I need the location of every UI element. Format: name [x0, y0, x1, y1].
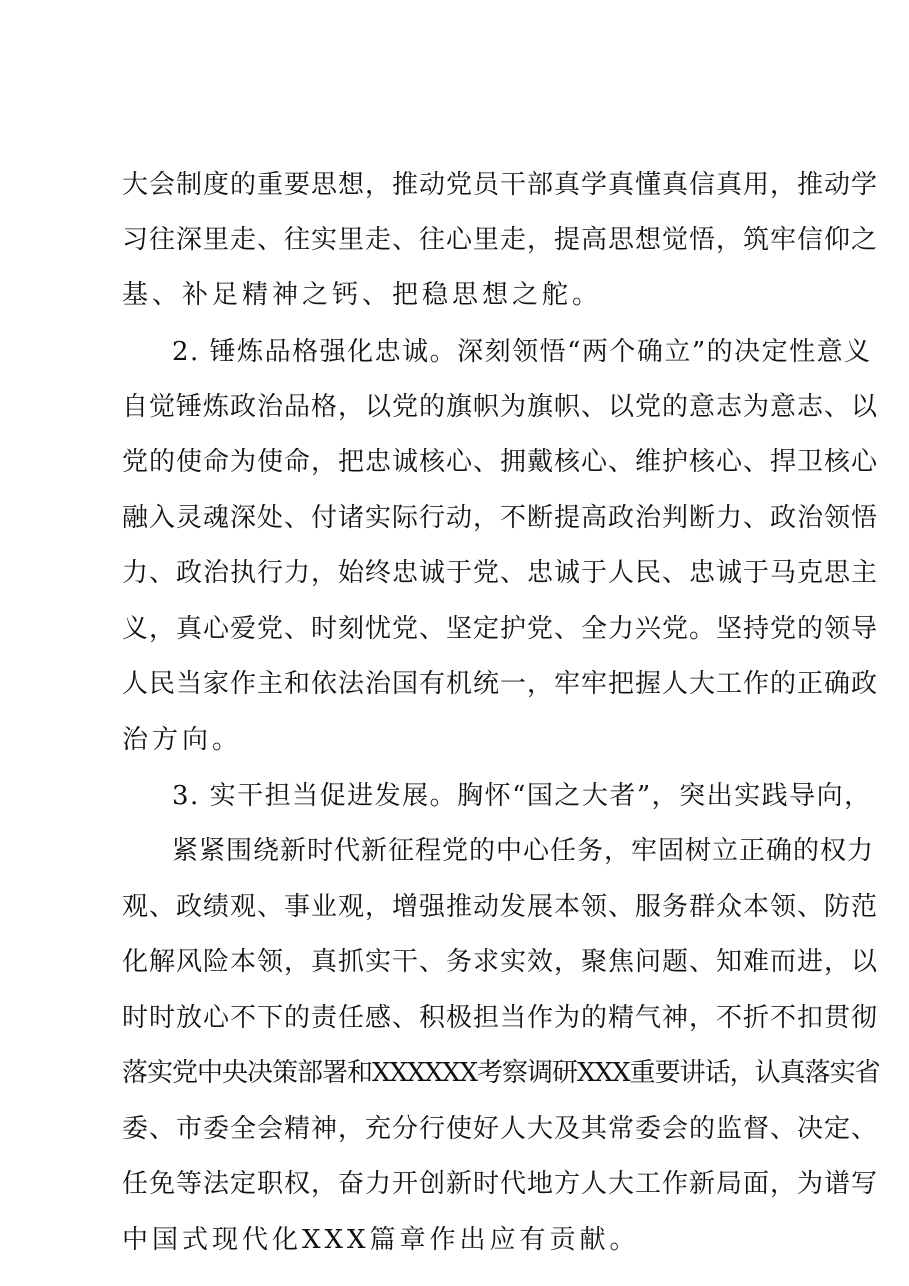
text-line-5: 自觉锤炼政治品格，以党的旗帜为旗帜、以党的意志为意志、以: [122, 392, 879, 422]
text-line-17: 落实党中央决策部署和XXXXXX考察调研XXX重要讲话，认真落实省: [122, 1058, 880, 1088]
text-line-2: 习往深里走、往实里走、往心里走，提高思想觉悟，筑牢信仰之: [122, 225, 879, 255]
text-line-20: 中国式现代化XXX篇章作出应有贡献。: [122, 1225, 640, 1255]
text-line-4: 2. 锤炼品格强化忠诚。深刻领悟“两个确立”的决定性意义: [172, 337, 872, 367]
text-line-7: 融入灵魂深处、付诸实际行动，不断提高政治判断力、政治领悟: [122, 503, 879, 533]
text-line-9: 义，真心爱党、时刻忧党、坚定护党、全力兴党。坚持党的领导: [122, 614, 879, 644]
text-line-14: 观、政绩观、事业观，增强推动发展本领、服务群众本领、防范: [122, 892, 879, 922]
text-line-3: 基、补足精神之钙、把稳思想之舵。: [122, 280, 603, 310]
text-line-19: 任免等法定职权，奋力开创新时代地方人大工作新局面，为谱写: [122, 1169, 879, 1199]
text-line-18: 委、市委全会精神，充分行使好人大及其常委会的监督、决定、: [122, 1114, 879, 1144]
text-line-12: 3. 实干担当促进发展。胸怀“国之大者”，突出实践导向，: [172, 781, 872, 811]
text-line-8: 力、政治执行力，始终忠诚于党、忠诚于人民、忠诚于马克思主: [122, 558, 879, 588]
text-line-15: 化解风险本领，真抓实干、务求实效，聚焦问题、知难而进，以: [122, 947, 879, 977]
text-line-1: 大会制度的重要思想，推动党员干部真学真懂真信真用，推动学: [122, 170, 879, 200]
text-line-16: 时时放心不下的责任感、积极担当作为的精气神，不折不扣贯彻: [122, 1003, 879, 1033]
text-line-6: 党的使命为使命，把忠诚核心、拥戴核心、维护核心、捍卫核心: [122, 447, 879, 477]
text-line-11: 治方向。: [122, 725, 243, 755]
text-line-13: 紧紧围绕新时代新征程党的中心任务，牢固树立正确的权力: [172, 836, 875, 866]
text-line-10: 人民当家作主和依法治国有机统一，牢牢把握人大工作的正确政: [122, 669, 879, 699]
